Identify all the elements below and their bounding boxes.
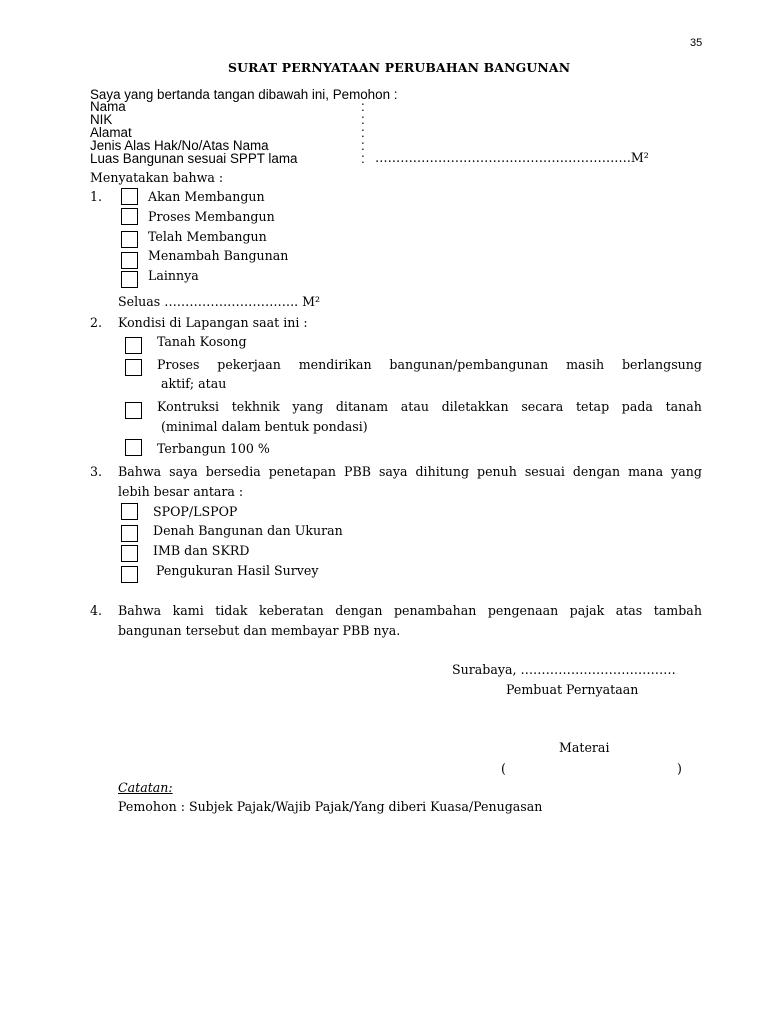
section3-number: 3. (90, 464, 103, 479)
word: diletakkan (441, 399, 509, 414)
word: yang (292, 399, 324, 414)
place-date: Surabaya, ………………………………. (452, 662, 676, 677)
word: sesuai (524, 464, 565, 479)
stamp-label: Materai (559, 740, 610, 755)
word: pengenaan (487, 603, 559, 618)
word: yang (671, 464, 702, 479)
word: mendirikan (298, 357, 372, 372)
option-imb-skrd: IMB dan SKRD (153, 543, 250, 558)
word: dihitung (415, 464, 470, 479)
section1-number: 1. (90, 189, 103, 204)
field-label-alas-hak: Jenis Alas Hak/No/Atas Nama (90, 138, 269, 153)
word: kami (172, 603, 204, 618)
intro-text: Saya yang bertanda tangan dibawah ini, Pemohon : (90, 87, 398, 102)
option-menambah-bangunan: Menambah Bangunan (148, 248, 289, 263)
word: tidak (215, 603, 248, 618)
word: secara (521, 399, 564, 414)
option-kontruksi-line1 (157, 401, 702, 414)
word: saya (169, 464, 198, 479)
field-colon: : (361, 112, 365, 127)
option-tanah-kosong: Tanah Kosong (157, 334, 247, 349)
word: saya (378, 464, 408, 479)
note-text: Pemohon : Subjek Pajak/Wajib Pajak/Yang diberi Kuasa/Penugasan (118, 799, 543, 814)
page-number: 35 (690, 37, 703, 49)
checkbox-terbangun[interactable] (125, 439, 142, 456)
option-denah-bangunan: Denah Bangunan dan Ukuran (153, 523, 343, 538)
word: berlangsung (621, 357, 702, 372)
field-colon: : (361, 99, 365, 114)
word: keberatan (258, 603, 324, 618)
word: mana (628, 464, 664, 479)
word: tekhnik (231, 399, 280, 414)
word: bersedia (205, 464, 261, 479)
field-label-nik: NIK (90, 112, 113, 127)
word: Proses (157, 357, 200, 372)
option-spop-lspop: SPOP/LSPOP (153, 504, 238, 519)
word: penetapan (268, 464, 337, 479)
checkbox-pengukuran-survey[interactable] (121, 566, 138, 583)
word: tambah (653, 603, 702, 618)
word: dengan (335, 603, 383, 618)
option-pengukuran-survey: Pengukuran Hasil Survey (156, 563, 319, 578)
option-terbangun: Terbangun 100 % (157, 441, 270, 456)
section2-number: 2. (90, 315, 103, 330)
checkbox-menambah-bangunan[interactable] (121, 252, 138, 269)
field-value-luas: …………………………………………………….M² (375, 150, 649, 165)
field-label-alamat: Alamat (90, 125, 132, 140)
checkbox-denah-bangunan[interactable] (121, 525, 138, 542)
word: Kontruksi (157, 399, 220, 414)
section2-heading: Kondisi di Lapangan saat ini : (118, 315, 308, 330)
checkbox-proses-pekerjaan[interactable] (125, 359, 142, 376)
document-title: SURAT PERNYATAAN PERUBAHAN BANGUNAN (228, 60, 571, 75)
checkbox-telah-membangun[interactable] (121, 231, 138, 248)
declare-label: Menyatakan bahwa : (90, 170, 224, 185)
signer-label: Pembuat Pernyataan (506, 682, 639, 697)
checkbox-kontruksi[interactable] (125, 402, 142, 419)
checkbox-tanah-kosong[interactable] (125, 337, 142, 354)
word: atas (615, 603, 643, 618)
field-label-luas: Luas Bangunan sesuai SPPT lama (90, 151, 298, 166)
field-colon: : (361, 138, 365, 153)
option-telah-membangun: Telah Membangun (148, 229, 267, 244)
word: PBB (344, 464, 371, 479)
word: tetap (575, 399, 610, 414)
section4-number: 4. (90, 603, 103, 618)
field-colon: : (361, 151, 365, 166)
word: tanah (665, 399, 702, 414)
checkbox-spop-lspop[interactable] (121, 503, 138, 520)
word: Bahwa (118, 603, 162, 618)
word: masih (566, 357, 605, 372)
word: ditanam (335, 399, 389, 414)
checkbox-lainnya[interactable] (121, 271, 138, 288)
field-colon: : (361, 125, 365, 140)
paren-open: ( (501, 761, 506, 776)
word: pajak (569, 603, 605, 618)
section4-line2: bangunan tersebut dan membayar PBB nya. (118, 623, 401, 638)
section3-line1 (118, 466, 702, 479)
word: atau (400, 399, 429, 414)
field-label-nama: Nama (90, 99, 126, 114)
area-line: Seluas ………………………….. M² (118, 294, 321, 309)
section4-line1 (118, 605, 702, 618)
word: penambahan (393, 603, 477, 618)
option-lainnya: Lainnya (148, 268, 199, 283)
checkbox-akan-membangun[interactable] (121, 188, 138, 205)
option-proses-membangun: Proses Membangun (148, 209, 275, 224)
word: pekerjaan (217, 357, 281, 372)
word: pada (621, 399, 653, 414)
checkbox-imb-skrd[interactable] (121, 545, 138, 562)
option-kontruksi-line2: (minimal dalam bentuk pondasi) (161, 419, 368, 434)
note-label: Catatan: (118, 780, 173, 795)
paren-close: ) (677, 761, 682, 776)
word: Bahwa (118, 464, 162, 479)
option-akan-membangun: Akan Membangun (148, 189, 265, 204)
section3-line2: lebih besar antara : (118, 484, 244, 499)
checkbox-proses-membangun[interactable] (121, 208, 138, 225)
word: penuh (477, 464, 517, 479)
word: dengan (572, 464, 621, 479)
option-proses-pekerjaan-line1 (157, 359, 702, 372)
option-proses-pekerjaan-line2: aktif; atau (161, 376, 227, 391)
word: bangunan/pembangunan (389, 357, 549, 372)
